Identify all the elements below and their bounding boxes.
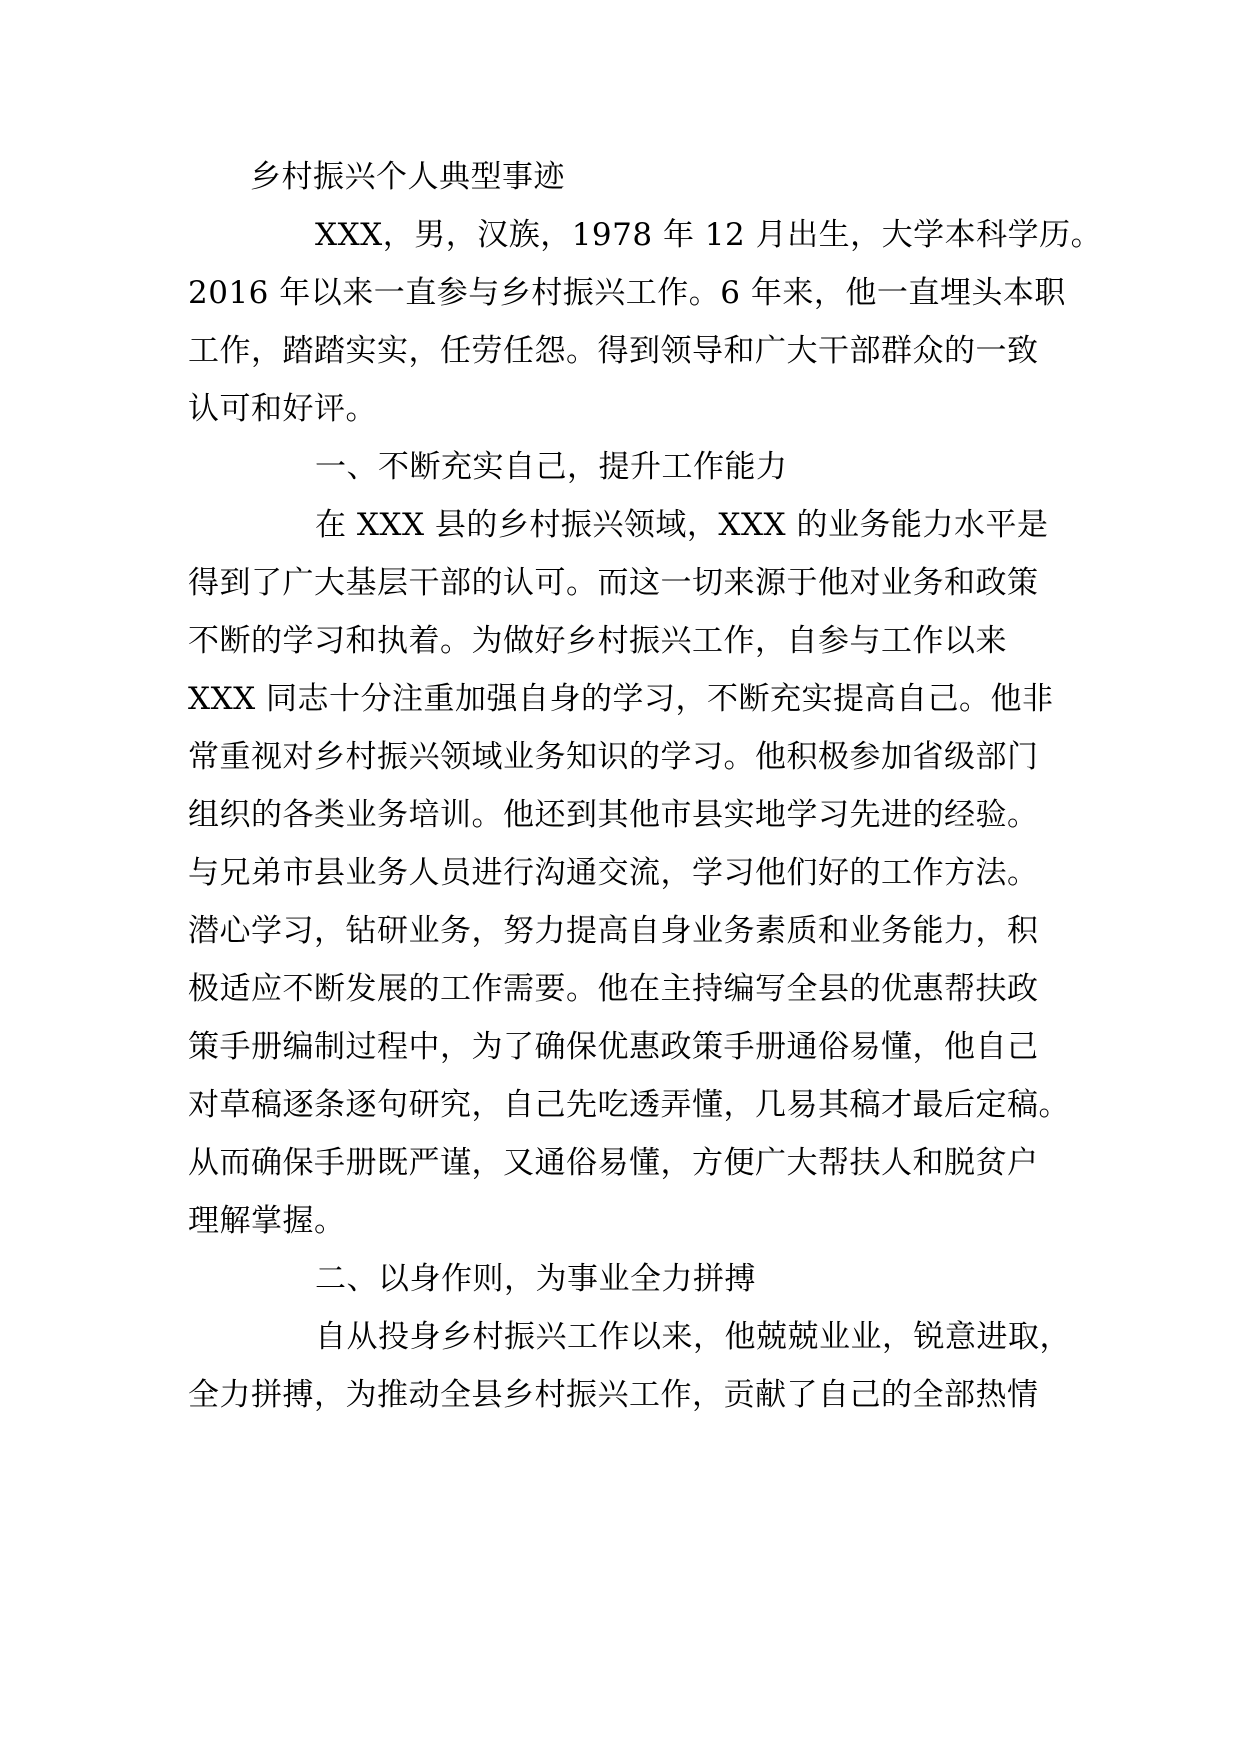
paragraph-line: 自从投身乡村振兴工作以来，他兢兢业业，锐意进取，: [315, 1319, 1071, 1355]
paragraph-line: 与兄弟市县业务人员进行沟通交流，学习他们好的工作方法。: [188, 855, 1039, 891]
paragraph-line: 对草稿逐条逐句研究，自己先吃透弄懂，几易其稿才最后定稿。: [188, 1087, 1070, 1123]
paragraph-line: XXX 同志十分注重加强自身的学习，不断充实提高自己。他非: [188, 681, 1054, 717]
paragraph-line: 从而确保手册既严谨，又通俗易懂，方便广大帮扶人和脱贫户: [188, 1145, 1039, 1181]
paragraph-line: 工作，踏踏实实，任劳任怨。得到领导和广大干部群众的一致: [188, 333, 1039, 369]
paragraph-line: 组织的各类业务培训。他还到其他市县实地学习先进的经验。: [188, 797, 1039, 833]
paragraph-line: 在 XXX 县的乡村振兴领域，XXX 的业务能力水平是: [315, 507, 1049, 543]
paragraph-line: 全力拼搏，为推动全县乡村振兴工作，贡献了自己的全部热情: [188, 1377, 1039, 1413]
paragraph-line: 理解掌握。: [188, 1203, 346, 1239]
paragraph-line: 不断的学习和执着。为做好乡村振兴工作，自参与工作以来: [188, 623, 1007, 659]
paragraph-line: 得到了广大基层干部的认可。而这一切来源于他对业务和政策: [188, 565, 1039, 601]
paragraph-line: 极适应不断发展的工作需要。他在主持编写全县的优惠帮扶政: [188, 971, 1039, 1007]
section-heading: 一、不断充实自己，提升工作能力: [315, 449, 788, 485]
paragraph-line: 常重视对乡村振兴领域业务知识的学习。他积极参加省级部门: [188, 739, 1039, 775]
paragraph-line: 潜心学习，钻研业务，努力提高自身业务素质和业务能力，积: [188, 913, 1039, 949]
paragraph-line: 策手册编制过程中，为了确保优惠政策手册通俗易懂，他自己: [188, 1029, 1039, 1065]
document-title: 乡村振兴个人典型事迹: [250, 159, 565, 195]
paragraph-line: 2016 年以来一直参与乡村振兴工作。6 年来，他一直埋头本职: [188, 275, 1066, 311]
paragraph-line: XXX，男，汉族，1978 年 12 月出生，大学本科学历。: [315, 217, 1103, 253]
section-heading: 二、以身作则，为事业全力拼搏: [315, 1261, 756, 1297]
paragraph-line: 认可和好评。: [188, 391, 377, 427]
